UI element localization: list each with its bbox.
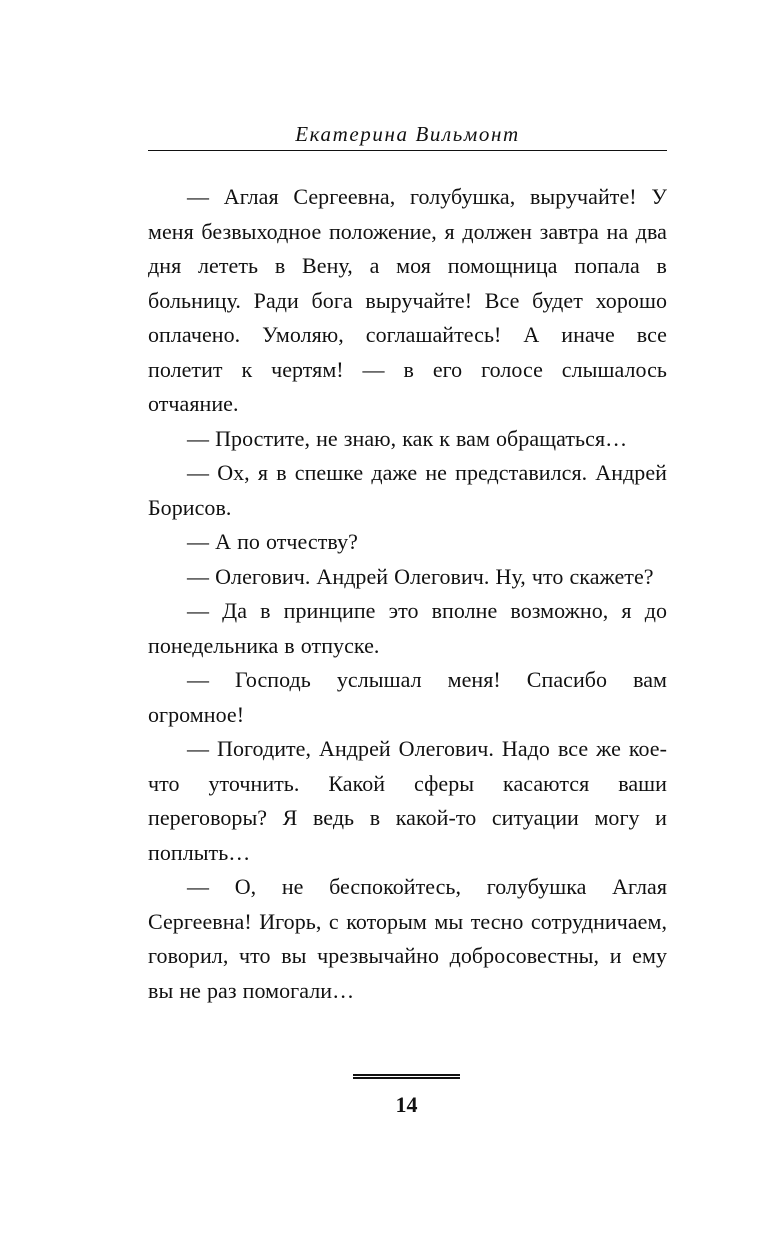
paragraph-5: — Олегович. Андрей Олегович. Ну, что скажете? [187, 563, 654, 589]
paragraph-1: — Аглая Сергеевна, голубушка, выручайте! У меня безвыходное положение, я должен завтра на два дня лететь в Вену, а моя помощница попала в больницу. Ради бога выручайте! Все будет хорошо оплачено. Умоляю, соглашайтесь! А иначе все полетит к чертям! — в его голосе слышалось отчаяние. [148, 184, 667, 416]
paragraph-7: — Господь услышал меня! Спасибо вам огромное! [148, 667, 667, 727]
running-header [148, 118, 667, 151]
paragraph-3: — Ох, я в спешке даже не представился. Андрей Борисов. [148, 460, 667, 520]
footer-double-rule [353, 1074, 460, 1079]
page-body [148, 180, 667, 1008]
paragraph-2: — Простите, не знаю, как к вам обращаться… [187, 425, 628, 451]
author-name: Екатерина Вильмонт [295, 122, 520, 146]
page-number: 14 [395, 1092, 418, 1117]
paragraph-6: — Да в принципе это вполне возможно, я до понедельника в отпуске. [148, 598, 667, 658]
paragraph-4: — А по отчеству? [187, 529, 358, 554]
paragraph-9: — О, не беспокойтесь, голубушка Аглая Сергеевна! Игорь, с которым мы тесно сотрудничаем, говорил, что вы чрезвычайно добросовестны, и ему вы не раз помогали… [148, 874, 667, 1003]
paragraph-8: — Погодите, Андрей Олегович. Надо все же кое-что уточнить. Какой сферы касаются ваши переговоры? Я ведь в какой-то ситуации могу и поплыть… [148, 736, 667, 865]
